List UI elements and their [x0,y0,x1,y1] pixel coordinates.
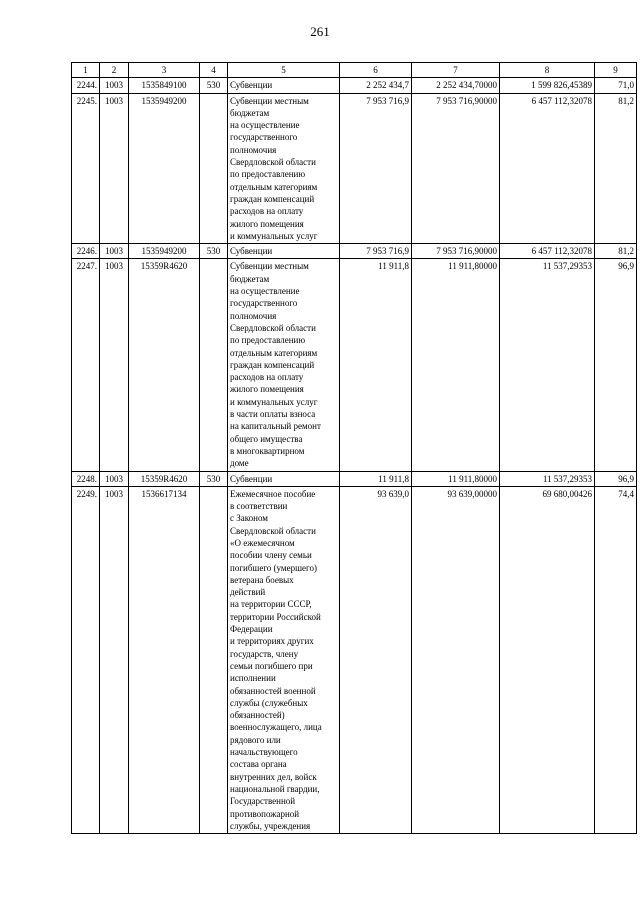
item-name: Ежемесячное пособие в соответствии с Законом Свердловской области «О ежемесячном пособии члену семьи погибшего (умершего) ветерана боевых действий на территории СССР, территории Российской Федерации и территориях других государств, члену семьи погибшего при исполнении обязанностей военной службы (служебных обязанностей) военнослужащего, лица рядового или начальствующего состава органа внутренних дел, войск национальной гвардии, Государственной противопожарной службы, учреждения [228,486,340,833]
row-number: 2246. [72,244,100,259]
table-row [72,78,637,93]
executed-amount: 69 680,00426 [500,486,595,833]
target-code: 1536617134 [129,486,200,833]
target-code: 1535949200 [129,244,200,259]
planned-amount-precise: 93 639,00000 [412,486,500,833]
planned-amount: 7 953 716,9 [340,244,412,259]
executed-amount: 6 457 112,32078 [500,244,595,259]
executed-amount: 6 457 112,32078 [500,93,595,244]
budget-table [71,62,637,834]
execution-percent: 81,2 [595,244,637,259]
row-number: 2244. [72,78,100,93]
row-number: 2245. [72,93,100,244]
table-row [72,259,637,471]
row-number: 2248. [72,471,100,486]
planned-amount: 93 639,0 [340,486,412,833]
header-col-9: 9 [595,63,637,78]
planned-amount: 11 911,8 [340,471,412,486]
table-row [72,486,637,833]
planned-amount-precise: 11 911,80000 [412,259,500,471]
header-col-8: 8 [500,63,595,78]
expense-type: 530 [200,244,228,259]
section-code: 1003 [100,259,129,471]
target-code: 1535849100 [129,78,200,93]
header-col-1: 1 [72,63,100,78]
section-code: 1003 [100,93,129,244]
section-code: 1003 [100,78,129,93]
execution-percent: 96,9 [595,259,637,471]
planned-amount: 11 911,8 [340,259,412,471]
item-name: Субвенции [228,78,340,93]
table-header-row [72,63,637,78]
table-row [72,244,637,259]
row-number: 2249. [72,486,100,833]
section-code: 1003 [100,471,129,486]
item-name: Субвенции местным бюджетам на осуществление государственного полномочия Свердловской области по предоставлению отдельным категориям граждан компенсаций расходов на оплату жилого помещения и коммунальных услуг в части оплаты взноса на капитальный ремонт общего имущества в многоквартирном доме [228,259,340,471]
planned-amount-precise: 7 953 716,90000 [412,93,500,244]
target-code: 15359R4620 [129,471,200,486]
expense-type [200,93,228,244]
execution-percent: 74,4 [595,486,637,833]
header-col-7: 7 [412,63,500,78]
target-code: 1535949200 [129,93,200,244]
planned-amount: 7 953 716,9 [340,93,412,244]
section-code: 1003 [100,486,129,833]
expense-type [200,259,228,471]
planned-amount-precise: 2 252 434,70000 [412,78,500,93]
item-name: Субвенции [228,244,340,259]
planned-amount: 2 252 434,7 [340,78,412,93]
planned-amount-precise: 11 911,80000 [412,471,500,486]
planned-amount-precise: 7 953 716,90000 [412,244,500,259]
table-row [72,471,637,486]
expense-type [200,486,228,833]
execution-percent: 71,0 [595,78,637,93]
section-code: 1003 [100,244,129,259]
header-col-6: 6 [340,63,412,78]
header-col-2: 2 [100,63,129,78]
expense-type: 530 [200,78,228,93]
item-name: Субвенции [228,471,340,486]
header-col-4: 4 [200,63,228,78]
row-number: 2247. [72,259,100,471]
execution-percent: 96,9 [595,471,637,486]
table-row [72,93,637,244]
executed-amount: 11 537,29353 [500,259,595,471]
target-code: 15359R4620 [129,259,200,471]
executed-amount: 11 537,29353 [500,471,595,486]
execution-percent: 81,2 [595,93,637,244]
item-name: Субвенции местным бюджетам на осуществление государственного полномочия Свердловской области по предоставлению отдельным категориям граждан компенсаций расходов на оплату жилого помещения и коммунальных услуг [228,93,340,244]
executed-amount: 1 599 826,45389 [500,78,595,93]
header-col-3: 3 [129,63,200,78]
expense-type: 530 [200,471,228,486]
header-col-5: 5 [228,63,340,78]
page-number: 261 [310,24,330,39]
